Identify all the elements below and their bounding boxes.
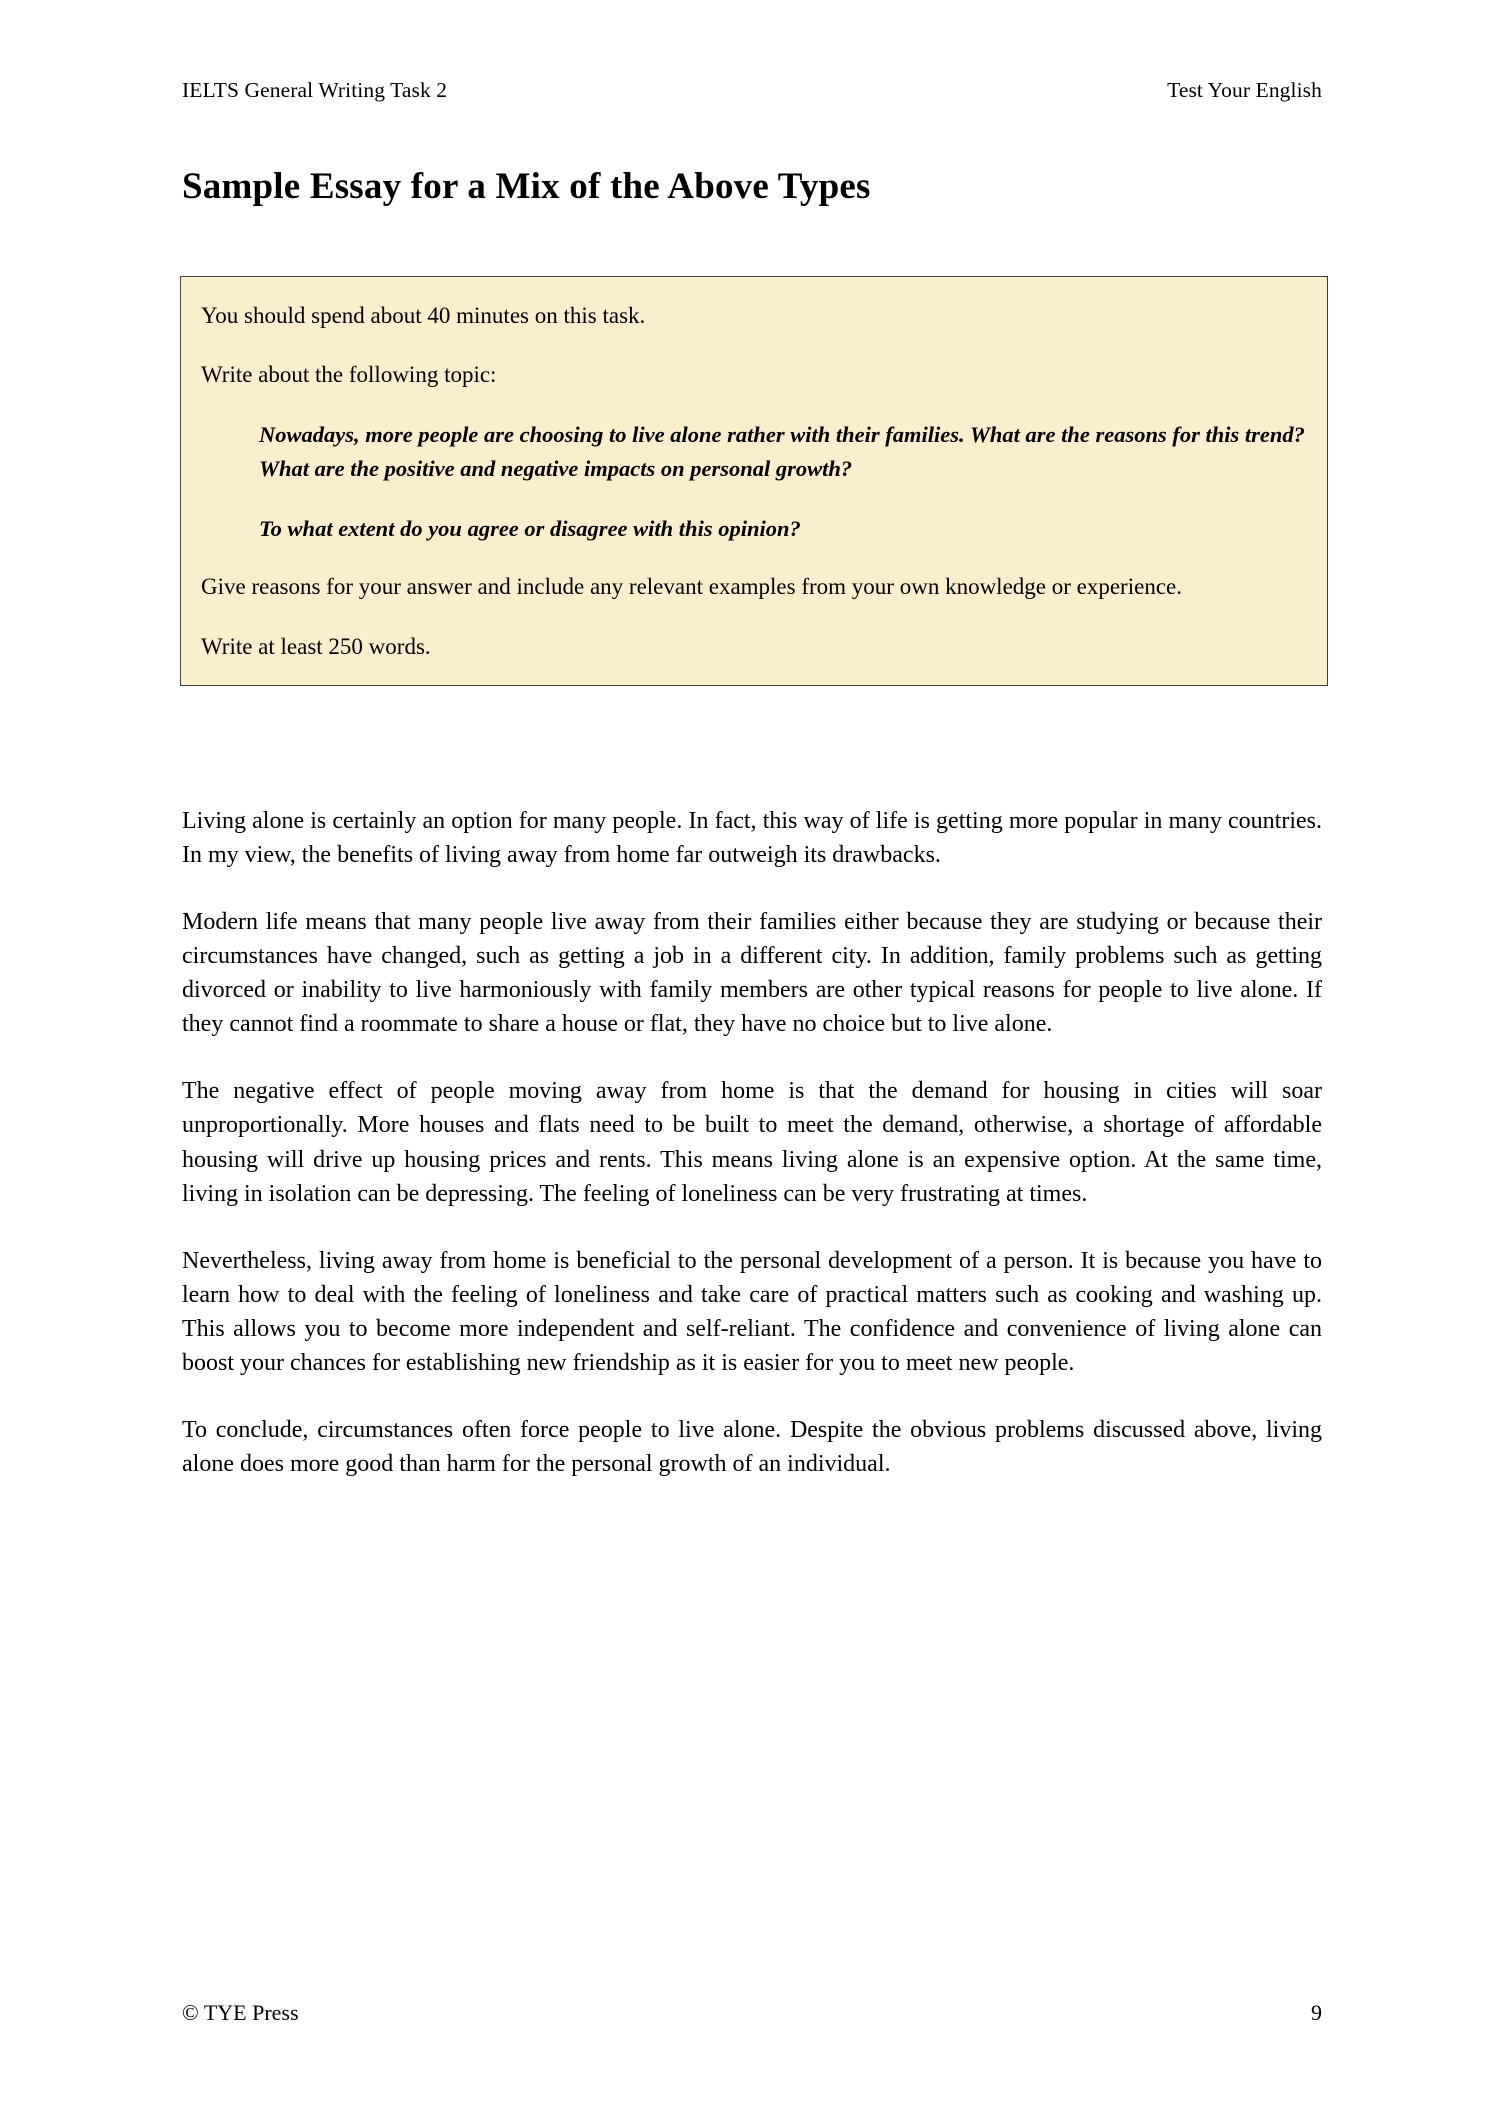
essay-body: [182, 804, 1322, 1481]
task-instruction-box: [180, 276, 1328, 686]
copyright-notice: © TYE Press: [182, 2000, 299, 2025]
word-count-instruction: Write at least 250 words.: [201, 633, 431, 659]
page-footer: [182, 2000, 1322, 2026]
essay-prompt-primary: Nowadays, more people are choosing to live alone rather with their families. What are the reasons for this trend? What are the positive and negative impacts on personal growth?: [259, 421, 1305, 481]
essay-prompt-secondary: To what extent do you agree or disagree with this opinion?: [259, 516, 801, 542]
topic-intro: Write about the following topic:: [201, 362, 497, 388]
header-left-text: IELTS General Writing Task 2: [182, 78, 448, 102]
essay-paragraph: Living alone is certainly an option for many people. In fact, this way of life is getting more popular in many countries. In my view, the benefits of living away from home far outweigh its drawbacks.: [182, 807, 1322, 869]
running-header: [182, 78, 1322, 103]
essay-paragraph: Modern life means that many people live away from their families either because they are studying or because their circumstances have changed, such as getting a job in a different city. In addition, family problems such as getting divorced or inability to live harmoniously with family members are other typical reasons for people to live alone. If they cannot find a roommate to share a house or flat, they have no choice but to live alone.: [182, 909, 1322, 1038]
page-content: [182, 78, 1322, 1481]
essay-paragraph: To conclude, circumstances often force people to live alone. Despite the obvious problems discussed above, living alone does more good than harm for the personal growth of an individual.: [182, 1417, 1322, 1478]
time-instruction: You should spend about 40 minutes on this task.: [201, 303, 646, 328]
header-right-text: Test Your English: [1167, 78, 1322, 102]
essay-paragraph: The negative effect of people moving away from home is that the demand for housing in cities will soar unproportionally. More houses and flats need to be built to meet the demand, otherwise, a shortage of affordable housing will drive up housing prices and rents. This means living alone is an expensive option. At the same time, living in isolation can be depressing. The feeling of loneliness can be very frustrating at times.: [182, 1078, 1322, 1207]
essay-paragraph: Nevertheless, living away from home is beneficial to the personal development of a person. It is because you have to learn how to deal with the feeling of loneliness and take care of practical matters such as cooking and washing up. This allows you to become more independent and self-reliant. The confidence and convenience of living alone can boost your chances for establishing new friendship as it is easier for you to meet new people.: [182, 1247, 1322, 1376]
page-number: 9: [1311, 2000, 1322, 2025]
page-title: Sample Essay for a Mix of the Above Types: [182, 166, 871, 207]
reasons-instruction: Give reasons for your answer and include any relevant examples from your own knowledge or experience.: [201, 574, 1182, 600]
